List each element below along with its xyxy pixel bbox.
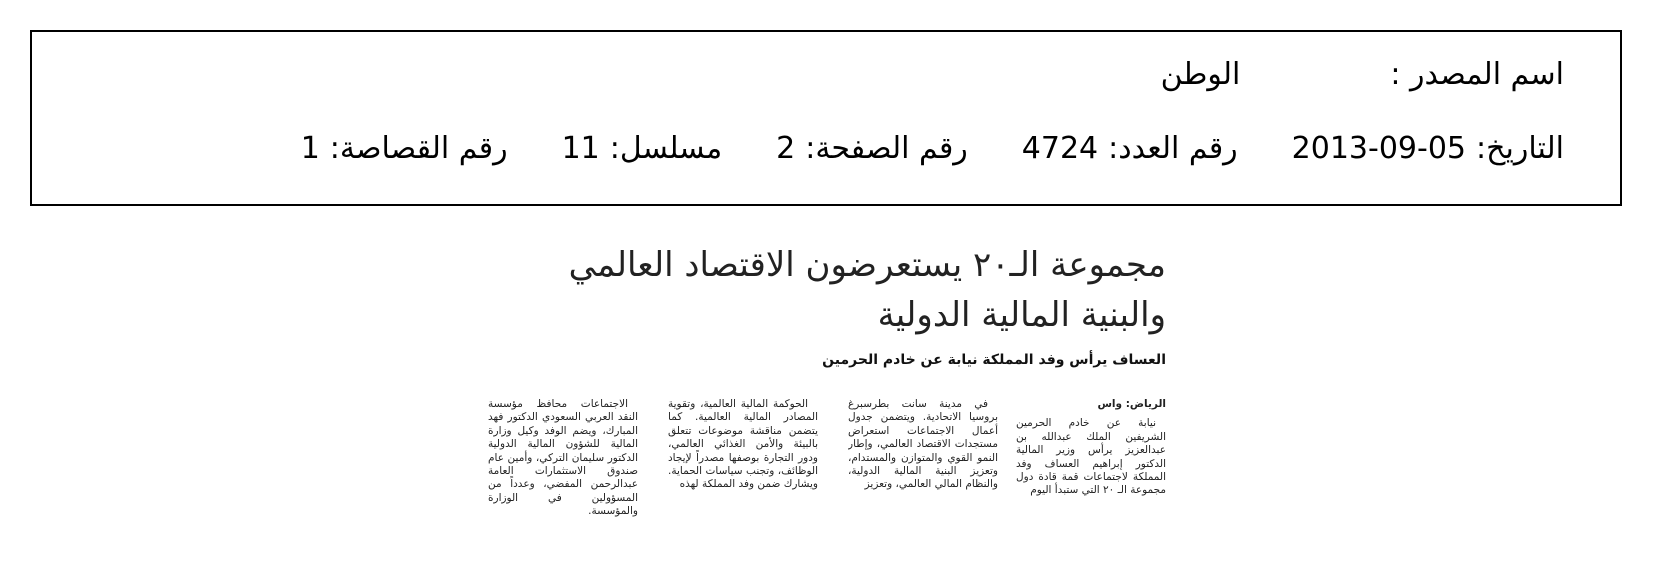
date-value: 2013-09-05 (1291, 130, 1467, 166)
source-label: اسم المصدر : (1390, 56, 1564, 92)
headline-line-1: مجموعة الـ٢٠ يستعرضون الاقتصاد العالمي (568, 245, 1166, 285)
source-name-pair (1161, 57, 1564, 92)
serial-label: مسلسل: (609, 130, 723, 166)
source-info-box (30, 30, 1622, 206)
date-label: التاريخ: (1476, 130, 1564, 166)
column-1-text: نيابة عن خادم الحرمين الشريفين الملك عبدالله بن عبدالعزيز يرأس وزير المالية الدكتور إبراهيم العساف وفد المملكة لاجتماعات قمة قادة دول مجموعة الـ ٢٠ التي ستبدأ اليوم (1016, 417, 1166, 497)
issue-label: رقم العدد: (1108, 130, 1238, 166)
column-3-text: الحوكمة المالية العالمية، وتقوية المصادر المالية العالمية. كما يتضمن مناقشة موضوعات تتعلق بالبيئة والأمن الغذائي العالمي، ودور التجارة بوصفها مصدراً لإيجاد الوظائف، وتجنب سياسات الحماية. ويشارك ضمن وفد المملكة لهذه (668, 398, 818, 491)
article-byline: الرياض: واس (1097, 398, 1166, 410)
article-column-2 (848, 398, 998, 528)
column-4-text: الاجتماعات محافظ مؤسسة النقد العربي السعودي الدكتور فهد المبارك، ويضم الوفد وكيل وزارة المالية للشؤون المالية الدولية الدكتور سليمان التركي، وأمين عام صندوق الاستثمارات العامة عبدالرحمن المفضي، وعدداً من المسؤولين في الوزارة والمؤسسة. (488, 398, 638, 518)
headline-line-2: والبنية المالية الدولية (877, 295, 1166, 335)
source-value: الوطن (1160, 56, 1241, 92)
article-headline (460, 240, 1166, 340)
column-2-text: في مدينة سانت بطرسبرغ بروسيا الاتحادية. ويتضمن جدول أعمال الاجتماعات استعراض مستجدات الاقتصاد العالمي، وإطار النمو القوي والمتوازن والمستدام، وتعزيز البنية المالية الدولية، والنظام المالي العالمي، وتعزيز (848, 398, 998, 491)
page-label: رقم الصفحة: (805, 130, 968, 166)
serial-pair (562, 131, 723, 166)
issue-pair (1022, 131, 1238, 166)
issue-value: 4724 (1021, 130, 1099, 166)
clip-value: 1 (300, 130, 320, 166)
date-pair (1292, 131, 1564, 166)
article-column-3 (668, 398, 818, 528)
page-pair (776, 131, 968, 166)
serial-value: 11 (561, 130, 600, 166)
clip-pair (301, 131, 508, 166)
page-value: 2 (776, 130, 796, 166)
details-row (72, 128, 1564, 168)
news-clipping (460, 240, 1166, 540)
source-row (72, 54, 1564, 94)
article-column-1 (1016, 398, 1166, 528)
article-column-4 (488, 398, 638, 528)
clip-label: رقم القصاصة: (329, 130, 508, 166)
article-subhead: العساف يرأس وفد المملكة نيابة عن خادم الحرمين (822, 352, 1166, 368)
